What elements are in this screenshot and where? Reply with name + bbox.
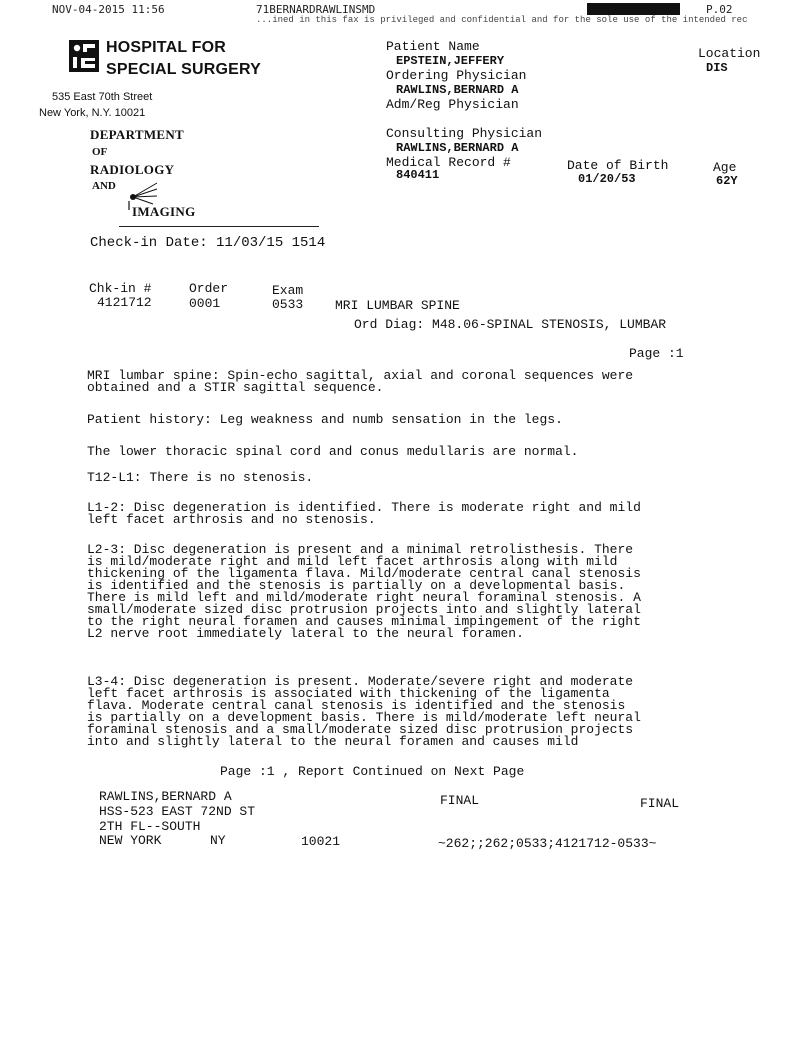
patient-name: EPSTEIN,JEFFERY [396, 54, 505, 68]
exam-name: MRI LUMBAR SPINE [335, 298, 460, 313]
redaction-bar [587, 3, 680, 15]
department-line3: RADIOLOGY [90, 162, 175, 177]
ordering-physician: RAWLINS,BERNARD A [396, 83, 519, 97]
footer-address-line2: HSS-523 EAST 72ND ST [99, 804, 256, 819]
fax-page-number: P.02 [706, 3, 733, 16]
medical-record-label: Medical Record # [386, 155, 511, 170]
fax-timestamp: NOV-04-2015 11:56 [52, 3, 165, 16]
date-of-birth-label: Date of Birth [567, 158, 669, 173]
ordering-diagnosis: Ord Diag: M48.06-SPINAL STENOSIS, LUMBAR [354, 317, 667, 332]
location: DIS [706, 61, 728, 75]
chk-in-number: 4121712 [97, 295, 152, 310]
department-line4: AND [92, 180, 116, 192]
fax-confidentiality-notice: ...ined in this fax is privileged and confidential and for the sole use of the intended rec [256, 15, 748, 25]
ordering-physician-label: Ordering Physician [386, 68, 527, 83]
footer-state: NY [210, 833, 226, 848]
check-in-date: Check-in Date: 11/03/15 1514 [90, 235, 326, 251]
hss-logo-icon [69, 40, 99, 72]
report-paragraph: The lower thoracic spinal cord and conus medullaris are normal. [87, 444, 579, 459]
date-of-birth: 01/20/53 [578, 172, 636, 186]
department-line1: DEPARTMENT [90, 127, 185, 142]
chk-in-label: Chk-in # [89, 281, 152, 296]
header-divider [119, 226, 319, 227]
adm-reg-physician-label: Adm/Reg Physician [386, 97, 519, 112]
consulting-physician: RAWLINS,BERNARD A [396, 141, 519, 155]
report-paragraph: Patient history: Leg weakness and numb sensation in the legs. [87, 412, 563, 427]
footer-status-final: FINAL [640, 796, 680, 811]
hospital-name-line1: HOSPITAL FOR [106, 39, 227, 56]
department-line5: IMAGING [132, 204, 196, 219]
consulting-physician-label: Consulting Physician [386, 126, 543, 141]
footer-address-line1: RAWLINS,BERNARD A [99, 789, 232, 804]
report-continued-note: Page :1 , Report Continued on Next Page [220, 764, 525, 779]
report-paragraph: L1-2: Disc degeneration is identified. There is moderate right and mild left facet arthrosis and no stenosis. [87, 500, 641, 527]
location-label: Location [698, 46, 761, 61]
age: 62Y [716, 174, 738, 188]
report-paragraph: L2-3: Disc degeneration is present and a minimal retrolisthesis. There is mild/moderate right and mild left facet arthrosis along with mild thickening of the ligamenta flava. Mild/moderate central canal stenosis is identified and the stenosis is partially on a developmental basis. There is mild left and mild/moderate right neural foraminal stenosis. A small/moderate sized disc protrusion projects into and slightly lateral to the right neural foramen and causes minimal impingement of the right L2 nerve root immediately lateral to the neural foramen. [87, 542, 641, 641]
hospital-address-line2: New York, N.Y. 10021 [39, 107, 146, 119]
report-paragraph: MRI lumbar spine: Spin-echo sagittal, axial and coronal sequences were obtained and a STIR sagittal sequence. [87, 368, 634, 395]
department-line2: OF [92, 146, 108, 158]
order-label: Order [189, 281, 229, 296]
exam-code: 0533 [272, 297, 304, 312]
hospital-address-line1: 535 East 70th Street [52, 91, 153, 103]
report-paragraph: T12-L1: There is no stenosis. [87, 470, 314, 485]
footer-report-code: ~262;;262;0533;4121712-0533~ [438, 836, 657, 851]
exam-label: Exam [272, 283, 304, 298]
age-label: Age [713, 160, 737, 175]
patient-name-label: Patient Name [386, 39, 480, 54]
page-indicator: Page :1 [629, 346, 684, 361]
report-paragraph: L3-4: Disc degeneration is present. Moderate/severe right and moderate left facet arthrosis is associated with thickening of the ligamenta flava. Moderate central canal stenosis is identified and the stenosis is partially on a development basis. There is mild/moderate left neural foraminal stenosis and a small/moderate sized disc protrusion projects into and slightly lateral to the neural foramen and causes mild [87, 674, 641, 749]
fax-sender: 71BERNARDRAWLINSMD [256, 3, 376, 16]
order-number: 0001 [189, 296, 221, 311]
medical-record-number: 840411 [396, 168, 440, 182]
footer-status-final: FINAL [440, 793, 480, 808]
hospital-name-line2: SPECIAL SURGERY [106, 61, 262, 78]
footer-zip: 10021 [301, 834, 341, 849]
footer-address-line3: 2TH FL--SOUTH [99, 819, 201, 834]
footer-city: NEW YORK [99, 833, 162, 848]
